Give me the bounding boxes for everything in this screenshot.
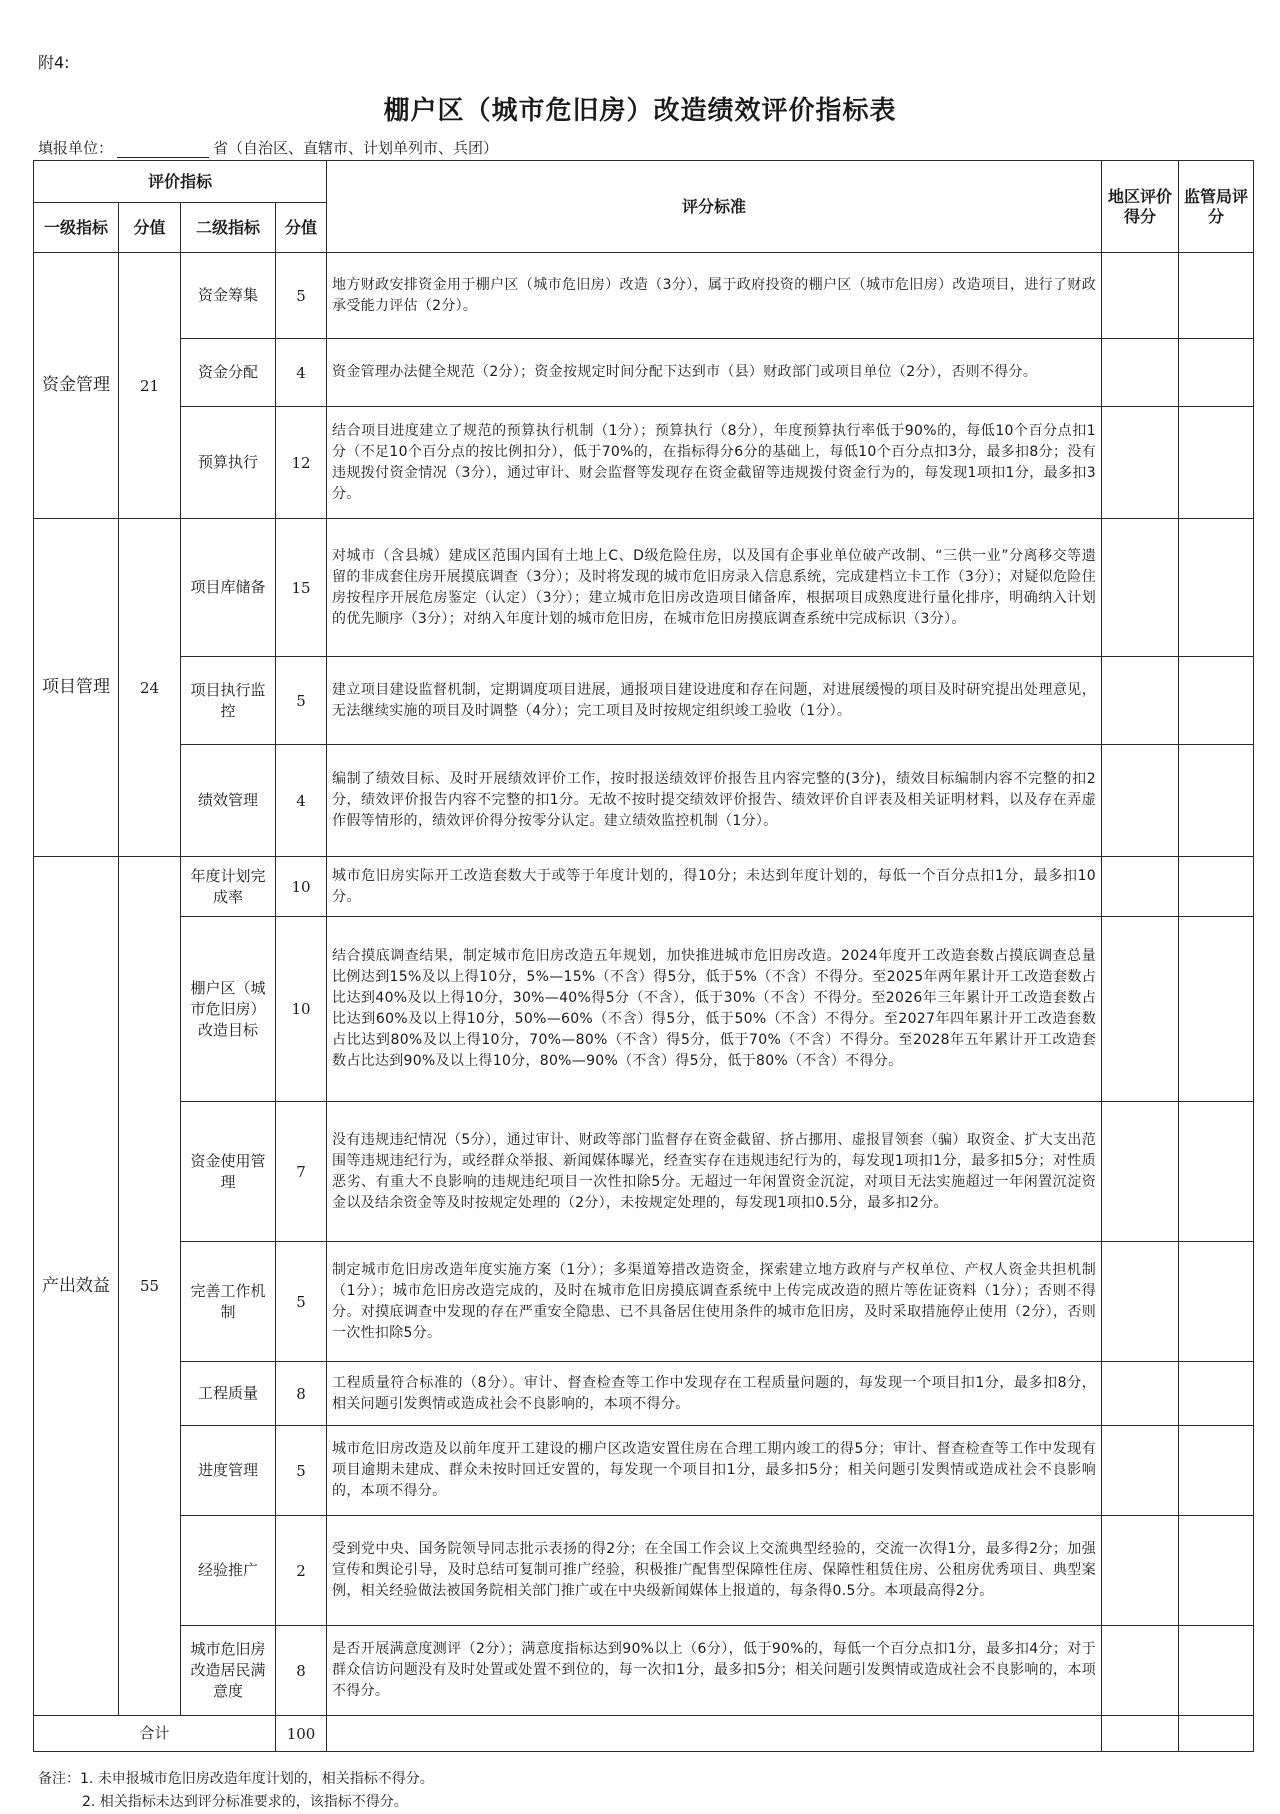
criteria-text: 工程质量符合标准的（8分）。审计、督查检查等工作中发现存在工程质量问题的，每发现一个项目扣1分，最多扣8分，相关问题引发舆情或造成社会不良影响的，本项不得分。 <box>327 1362 1102 1426</box>
criteria-text: 结合摸底调查结果，制定城市危旧房改造五年规划，加快推进城市危旧房改造。2024年度开工改造套数占摸底调查总量比例达到15%及以上得10分，5%—15%（不含）得5分，低于5%（不含）不得分。至2025年两年累计开工改造套数占比达到40%及以上得10分，30%—40%得5分（不含），低于30%（不含）不得分。至2026年三年累计开工改造套数占比达到60%及以上得10分，50%—60%（不含）得5分，低于50%（不含）不得分。至2027年四年累计开工改造套数占比达到80%及以上得10分，70%—80%（不含）得5分，低于70%（不含）不得分。至2028年五年累计开工改造套数占比达到90%及以上得10分，80%—90%（不含）得5分，低于80%（不含）不得分。 <box>327 917 1102 1102</box>
criteria-text: 建立项目建设监督机制，定期调度项目进展，通报项目建设进度和存在问题，对进展缓慢的项目及时研究提出处理意见，无法继续实施的项目及时调整（4分）；完工项目及时按规定组织竣工验收（1分）。 <box>327 657 1102 745</box>
bureau-score-cell[interactable] <box>1179 1102 1254 1242</box>
level1-score: 21 <box>119 253 181 519</box>
bureau-score-cell[interactable] <box>1179 657 1254 745</box>
region-score-cell[interactable] <box>1102 745 1179 857</box>
reporting-unit-suffix: 省（自治区、直辖市、计划单列市、兵团） <box>213 139 499 157</box>
annex-label: 附4: <box>38 53 70 72</box>
level2-name: 完善工作机制 <box>181 1242 276 1362</box>
level2-name: 资金筹集 <box>181 253 276 339</box>
bureau-score-cell[interactable] <box>1179 1626 1254 1716</box>
region-score-cell[interactable] <box>1102 1242 1179 1362</box>
table-row <box>34 1102 1254 1242</box>
table-row <box>34 519 1254 657</box>
note-1: 备注：1. 未申报城市危旧房改造年度计划的，相关指标不得分。 <box>38 1771 434 1787</box>
criteria-text: 资金管理办法健全规范（2分）；资金按规定时间分配下达到市（县）财政部门或项目单位（2分），否则不得分。 <box>327 339 1102 407</box>
criteria-text: 城市危旧房实际开工改造套数大于或等于年度计划的，得10分；未达到年度计划的，每低一个百分点扣1分，最多扣10分。 <box>327 857 1102 917</box>
header-level1-score: 分值 <box>119 203 181 253</box>
header-criteria: 评分标准 <box>327 161 1102 253</box>
bureau-score-cell[interactable] <box>1179 1362 1254 1426</box>
level1-name: 资金管理 <box>34 253 119 519</box>
region-score-cell[interactable] <box>1102 1516 1179 1626</box>
level2-name: 绩效管理 <box>181 745 276 857</box>
table-row <box>34 657 1254 745</box>
region-score-cell[interactable] <box>1102 1362 1179 1426</box>
level2-name: 经验推广 <box>181 1516 276 1626</box>
criteria-text: 制定城市危旧房改造年度实施方案（1分）；多渠道筹措改造资金，探索建立地方政府与产权单位、产权人资金共担机制（1分）；城市危旧房改造完成的，及时在城市危旧房摸底调查系统中上传完成改造的照片等佐证资料（1分）；否则不得分。对摸底调查中发现的存在严重安全隐患、已不具备居住使用条件的城市危旧房，及时采取措施停止使用（2分），否则一次性扣除5分。 <box>327 1242 1102 1362</box>
region-score-cell[interactable] <box>1102 917 1179 1102</box>
level2-score: 5 <box>276 1426 327 1516</box>
region-score-cell[interactable] <box>1102 1626 1179 1716</box>
level2-score: 8 <box>276 1362 327 1426</box>
region-score-cell[interactable] <box>1102 1426 1179 1516</box>
level1-name: 产出效益 <box>34 857 119 1716</box>
table-row <box>34 339 1254 407</box>
table-row <box>34 407 1254 519</box>
level1-name: 项目管理 <box>34 519 119 857</box>
bureau-score-cell[interactable] <box>1179 917 1254 1102</box>
level2-name: 工程质量 <box>181 1362 276 1426</box>
criteria-text: 编制了绩效目标、及时开展绩效评价工作，按时报送绩效评价报告且内容完整的(3分)，绩效目标编制内容不完整的扣2分，绩效评价报告内容不完整的扣1分。无故不按时提交绩效评价报告、绩效评价自评表及相关证明材料，以及存在弄虚作假等情形的，绩效评价得分按零分认定。建立绩效监控机制（1分）。 <box>327 745 1102 857</box>
document-title: 棚户区（城市危旧房）改造绩效评价指标表 <box>383 96 897 126</box>
level2-name: 项目执行监控 <box>181 657 276 745</box>
bureau-score-cell[interactable] <box>1179 1242 1254 1362</box>
reporting-unit-blank <box>117 143 209 158</box>
level1-score: 55 <box>119 857 181 1716</box>
level2-score: 10 <box>276 917 327 1102</box>
criteria-text: 地方财政安排资金用于棚户区（城市危旧房）改造（3分），属于政府投资的棚户区（城市危旧房）改造项目，进行了财政承受能力评估（2分）。 <box>327 253 1102 339</box>
region-score-cell[interactable] <box>1102 407 1179 519</box>
table-row <box>34 1242 1254 1362</box>
note-2: 2. 相关指标未达到评分标准要求的，该指标不得分。 <box>82 1794 408 1810</box>
bureau-total-cell[interactable] <box>1179 1716 1254 1752</box>
level2-name: 年度计划完成率 <box>181 857 276 917</box>
bureau-score-cell[interactable] <box>1179 519 1254 657</box>
header-level2: 二级指标 <box>181 203 276 253</box>
table-row <box>34 1516 1254 1626</box>
total-score: 100 <box>276 1716 327 1752</box>
bureau-score-cell[interactable] <box>1179 253 1254 339</box>
reporting-unit-label: 填报单位： <box>38 139 114 157</box>
level2-score: 5 <box>276 253 327 339</box>
header-bureau-score: 监管局评分 <box>1179 161 1254 253</box>
criteria-text: 结合项目进度建立了规范的预算执行机制（1分）；预算执行（8分），年度预算执行率低于90%的，每低10个百分点扣1分（不足10个百分点的按比例扣分），低于70%的，在指标得分6分的基础上，每低10个百分点扣3分，最多扣8分；没有违规拨付资金情况（3分），通过审计、财会监督等发现存在资金截留等违规拨付资金行为的，每发现1项扣1分，最多扣3分。 <box>327 407 1102 519</box>
region-score-cell[interactable] <box>1102 657 1179 745</box>
level2-name: 进度管理 <box>181 1426 276 1516</box>
level2-score: 4 <box>276 339 327 407</box>
level2-score: 8 <box>276 1626 327 1716</box>
evaluation-table <box>33 160 1254 1752</box>
level1-score: 24 <box>119 519 181 857</box>
region-score-cell[interactable] <box>1102 857 1179 917</box>
level2-name: 城市危旧房改造居民满意度 <box>181 1626 276 1716</box>
table-row <box>34 745 1254 857</box>
level2-score: 5 <box>276 657 327 745</box>
level2-name: 棚户区（城市危旧房）改造目标 <box>181 917 276 1102</box>
level2-score: 10 <box>276 857 327 917</box>
level2-name: 预算执行 <box>181 407 276 519</box>
region-total-cell[interactable] <box>1102 1716 1179 1752</box>
table-row <box>34 1426 1254 1516</box>
criteria-text: 没有违规违纪情况（5分），通过审计、财政等部门监督存在资金截留、挤占挪用、虚报冒领套（骗）取资金、扩大支出范围等违规违纪行为，或经群众举报、新闻媒体曝光，经查实存在违规违纪行为的，每发现1项扣1分，最多扣5分；对性质恶劣、有重大不良影响的违规违纪项目一次性扣除5分。无超过一年闲置资金沉淀，对项目无法实施超过一年闲置沉淀资金以及结余资金等及时按规定处理的（2分），未按规定处理的，每发现1项扣0.5分，最多扣2分。 <box>327 1102 1102 1242</box>
level2-score: 5 <box>276 1242 327 1362</box>
region-score-cell[interactable] <box>1102 253 1179 339</box>
table-row <box>34 1626 1254 1716</box>
region-score-cell[interactable] <box>1102 339 1179 407</box>
bureau-score-cell[interactable] <box>1179 1516 1254 1626</box>
criteria-text: 受到党中央、国务院领导同志批示表扬的得2分；在全国工作会议上交流典型经验的，交流一次得1分，最多得2分；加强宣传和舆论引导，及时总结可复制可推广经验，积极推广配售型保障性住房、保障性租赁住房、公租房优秀项目、典型案例，相关经验做法被国务院相关部门推广或在中央级新闻媒体上报道的，每条得0.5分。本项最高得2分。 <box>327 1516 1102 1626</box>
header-level1: 一级指标 <box>34 203 119 253</box>
criteria-text: 是否开展满意度测评（2分）；满意度指标达到90%以上（6分），低于90%的，每低一个百分点扣1分，最多扣4分；对于群众信访问题没有及时处置或处置不到位的，每一次扣1分，最多扣5分；相关问题引发舆情或造成社会不良影响的，本项不得分。 <box>327 1626 1102 1716</box>
level2-score: 7 <box>276 1102 327 1242</box>
level2-score: 4 <box>276 745 327 857</box>
notes <box>38 1768 434 1814</box>
table-row <box>34 253 1254 339</box>
level2-score: 12 <box>276 407 327 519</box>
total-row <box>34 1716 1254 1752</box>
region-score-cell[interactable] <box>1102 1102 1179 1242</box>
header-level2-score: 分值 <box>276 203 327 253</box>
reporting-unit-line <box>38 137 498 158</box>
header-region-score: 地区评价得分 <box>1102 161 1179 253</box>
table-row <box>34 857 1254 917</box>
criteria-text: 城市危旧房改造及以前年度开工建设的棚户区改造安置住房在合理工期内竣工的得5分；审计、督查检查等工作中发现有项目逾期未建成、群众未按时回迁安置的，每发现一个项目扣1分，最多扣5分；相关问题引发舆情或造成社会不良影响的，本项不得分。 <box>327 1426 1102 1516</box>
bureau-score-cell[interactable] <box>1179 745 1254 857</box>
level2-name: 资金分配 <box>181 339 276 407</box>
bureau-score-cell[interactable] <box>1179 857 1254 917</box>
level2-score: 15 <box>276 519 327 657</box>
level2-score: 2 <box>276 1516 327 1626</box>
table-row <box>34 1362 1254 1426</box>
criteria-text: 对城市（含县城）建成区范围内国有土地上C、D级危险住房，以及国有企事业单位破产改制、“三供一业”分离移交等遗留的非成套住房开展摸底调查（3分）；及时将发现的城市危旧房录入信息系统，完成建档立卡工作（3分）；对疑似危险住房按程序开展危房鉴定（认定）（3分）；建立城市危旧房改造项目储备库，根据项目成熟度进行量化排序，明确纳入计划的优先顺序（3分）；对纳入年度计划的城市危旧房，在城市危旧房摸底调查系统中完成标识（3分）。 <box>327 519 1102 657</box>
total-label: 合计 <box>34 1716 276 1752</box>
bureau-score-cell[interactable] <box>1179 407 1254 519</box>
level2-name: 资金使用管理 <box>181 1102 276 1242</box>
bureau-score-cell[interactable] <box>1179 339 1254 407</box>
region-score-cell[interactable] <box>1102 519 1179 657</box>
level2-name: 项目库储备 <box>181 519 276 657</box>
header-indicators: 评价指标 <box>34 161 327 203</box>
total-criteria-cell <box>327 1716 1102 1752</box>
bureau-score-cell[interactable] <box>1179 1426 1254 1516</box>
table-row <box>34 917 1254 1102</box>
